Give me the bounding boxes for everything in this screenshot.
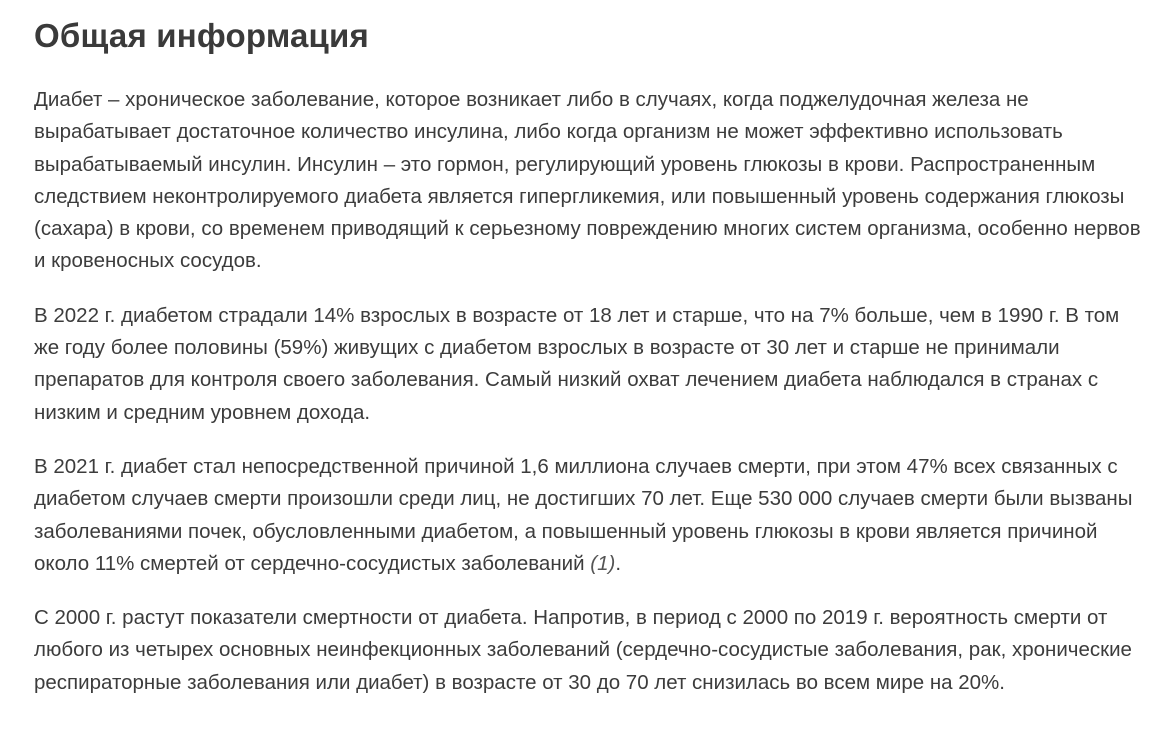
citation-link[interactable]: (1): [590, 551, 616, 575]
paragraph-diabetes-definition: [34, 84, 1149, 278]
paragraph-prevalence-2022: [34, 300, 1149, 429]
paragraph-text: Диабет – хроническое заболевание, которое возникает либо в случаях, когда поджелудочная железа не вырабатывает достаточное количество инсулина, либо когда организм не может эффективно использовать вырабатываемый инсулин. Инсулин – это гормон, регулирующий уровень глюкозы в крови. Распространенным следствием неконтролируемого диабета является гипергликемия, или повышенный уровень содержания глюкозы (сахара) в крови, со временем приводящий к серьезному повреждению многих систем организма, особенно нервов и кровеносных сосудов.: [34, 88, 1141, 273]
paragraph-deaths-2021: [34, 451, 1149, 580]
paragraph-text: В 2022 г. диабетом страдали 14% взрослых в возрасте от 18 лет и старше, что на 7% больше, чем в 1990 г. В том же году более половины (59%) живущих с диабетом взрослых в возрасте от 30 лет и старше не принимали препаратов для контроля своего заболевания. Самый низкий охват лечением диабета наблюдался в странах с низким и средним уровнем дохода.: [34, 303, 1120, 424]
section-title: Общая информация: [34, 17, 369, 54]
paragraph-text: С 2000 г. растут показатели смертности от диабета. Напротив, в период с 2000 по 2019 г. вероятность смерти от любого из четырех основных неинфекционных заболеваний (сердечно-сосудистые заболевания, рак, хронические респираторные заболевания или диабет) в возрасте от 30 до 70 лет снизилась во всем мире на 20%.: [34, 606, 1132, 694]
paragraph-mortality-trend: [34, 602, 1149, 699]
paragraph-tail: .: [615, 551, 622, 575]
paragraph-text: В 2021 г. диабет стал непосредственной причиной 1,6 миллиона случаев смерти, при этом 47% всех связанных с диабетом случаев смерти произошли среди лиц, не достигших 70 лет. Еще 530 000 случаев смерти были вызваны заболеваниями почек, обусловленными диабетом, а повышенный уровень глюкозы в крови является причиной около 11% смертей от сердечно-сосудистых заболеваний: [34, 454, 1133, 575]
